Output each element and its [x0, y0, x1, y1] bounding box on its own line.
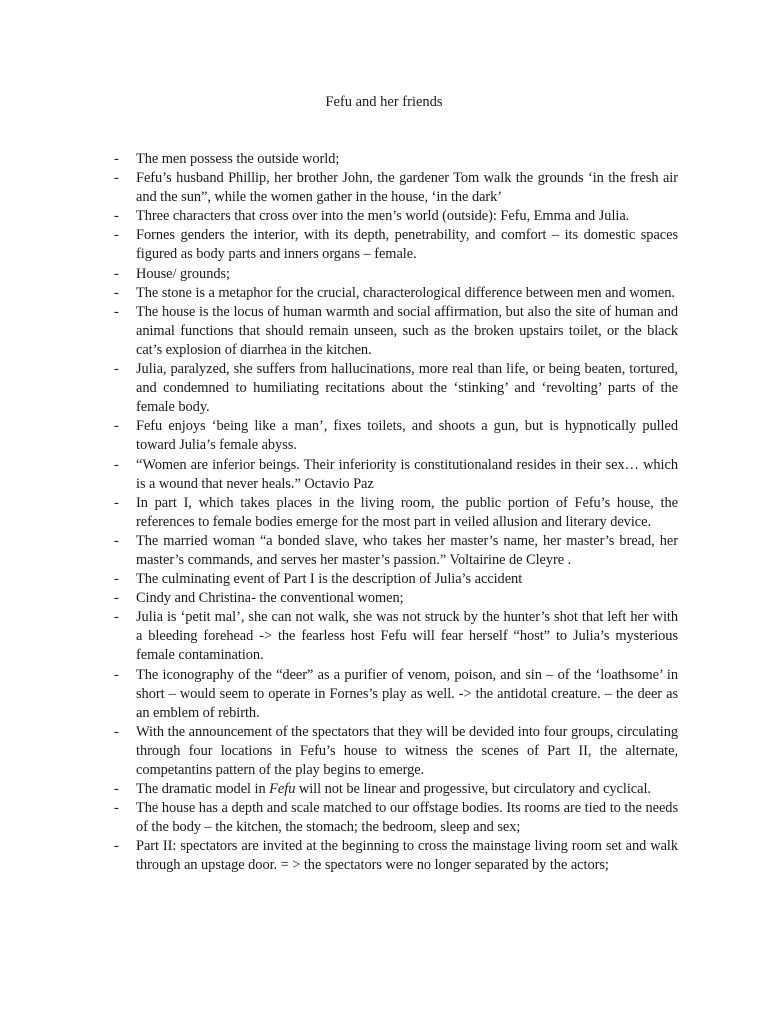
bullet-marker: - — [114, 666, 119, 683]
list-item — [114, 303, 678, 360]
bullet-marker: - — [114, 494, 119, 511]
list-item-text: The house is the locus of human warmth and social affirmation, but also the site of human and animal functions that should remain unseen, such as the broken upstairs toilet, or the black cat’s explosion of diarrhea in the kitchen. — [136, 303, 678, 358]
list-item-text: Fornes genders the interior, with its depth, penetrability, and comfort – its domestic spaces figured as body parts and inners organs – female. — [136, 227, 678, 263]
bullet-marker: - — [114, 227, 119, 244]
bullet-marker: - — [114, 781, 119, 798]
list-item-text: The men possess the outside world; — [136, 151, 340, 167]
bullet-marker: - — [114, 456, 119, 473]
bullet-list — [114, 150, 678, 876]
list-item-text: “Women are inferior beings. Their inferiority is constitutionaland resides in their sex… which is a wound that never heals.” Octavio Paz — [136, 456, 678, 492]
bullet-marker: - — [114, 590, 119, 607]
list-item — [114, 265, 678, 284]
list-item-text: Fefu enjoys ‘being like a man’, fixes toilets, and shoots a gun, but is hypnotically pulled toward Julia’s female abyss. — [136, 418, 678, 454]
list-item-text: Fefu’s husband Phillip, her brother John, the gardener Tom walk the grounds ‘in the fresh air and the sun”, while the women gather in the house, ‘in the dark’ — [136, 170, 678, 206]
list-item — [114, 532, 678, 570]
list-item — [114, 494, 678, 532]
list-item-text: Part II: spectators are invited at the beginning to cross the mainstage living room set and walk through an upstage door. = > the spectators were no longer separated by the actors; — [136, 838, 678, 874]
list-item-text: In part I, which takes places in the living room, the public portion of Fefu’s house, the references to female bodies emerge for the most part in veiled allusion and literary device. — [136, 494, 678, 530]
list-item-text: The stone is a metaphor for the crucial, characterological difference between men and women. — [136, 284, 675, 301]
bullet-marker: - — [114, 418, 119, 435]
bullet-marker: - — [114, 265, 119, 282]
list-item — [114, 207, 678, 226]
list-item-text: Julia, paralyzed, she suffers from hallucinations, more real than life, or being beaten, tortured, and condemned to humiliating recitations about the ‘stinking’ and ‘revolting’ parts of the female body. — [136, 361, 678, 416]
list-item-text: The house has a depth and scale matched to our offstage bodies. Its rooms are tied to the needs of the body – the kitchen, the stomach; the bedroom, sleep and sex; — [136, 800, 678, 836]
list-item — [114, 666, 678, 723]
list-item-text-after: will not be linear and progessive, but circulatory and cyclical. — [295, 781, 651, 798]
list-item-italic-text: Fefu — [269, 781, 296, 798]
list-item — [114, 799, 678, 837]
list-item — [114, 284, 678, 303]
document-title — [0, 92, 768, 112]
list-item-text: The married woman “a bonded slave, who takes her master’s name, her master’s bread, her master’s commands, and serves her master’s passion.” Voltairine de Cleyre . — [136, 532, 678, 568]
list-item — [114, 456, 678, 494]
list-item-text: With the announcement of the spectators that they will be devided into four groups, circulating through four locations in Fefu’s house to witness the scenes of Part II, the alternate, competantins pattern of the play begins to emerge. — [136, 723, 678, 778]
list-item — [114, 589, 678, 608]
list-item — [114, 837, 678, 875]
bullet-marker: - — [114, 723, 119, 740]
list-item-text: Julia is ‘petit mal’, she can not walk, she was not struck by the hunter’s shot that left her with a bleeding forehead -> the fearless host Fefu will fear herself “host” to Julia’s mysterious female contamination. — [136, 609, 678, 664]
bullet-marker: - — [114, 361, 119, 378]
bullet-marker: - — [114, 208, 119, 225]
bullet-marker: - — [114, 609, 119, 626]
list-item-text: The culminating event of Part I is the description of Julia’s accident — [136, 571, 523, 588]
document-title-text: Fefu and her friends — [325, 94, 443, 110]
list-item — [114, 780, 678, 799]
list-item — [114, 360, 678, 417]
bullet-marker: - — [114, 800, 119, 817]
list-item — [114, 723, 678, 780]
list-item-text: House/ grounds; — [136, 265, 230, 282]
list-item-text: Cindy and Christina- the conventional women; — [136, 590, 404, 607]
list-item — [114, 226, 678, 264]
bullet-marker: - — [114, 151, 119, 167]
list-item-text: Three characters that cross over into the men’s world (outside): Fefu, Emma and Julia. — [136, 208, 630, 225]
bullet-marker: - — [114, 284, 119, 301]
bullet-marker: - — [114, 303, 119, 320]
bullet-marker: - — [114, 170, 119, 187]
bullet-marker: - — [114, 532, 119, 549]
list-item-text — [136, 781, 651, 797]
list-item — [114, 417, 678, 455]
bullet-marker: - — [114, 838, 119, 855]
list-item — [114, 150, 678, 169]
list-item — [114, 169, 678, 207]
list-item — [114, 608, 678, 665]
list-item-text: The iconography of the “deer” as a purifier of venom, poison, and sin – of the ‘loathsome’ in short – would seem to operate in Fornes’s play as well. -> the antidotal creature. – the deer as an emblem of rebirth. — [136, 666, 678, 721]
list-item-text-before: The dramatic model in — [136, 781, 270, 798]
list-item — [114, 570, 678, 589]
bullet-marker: - — [114, 571, 119, 588]
